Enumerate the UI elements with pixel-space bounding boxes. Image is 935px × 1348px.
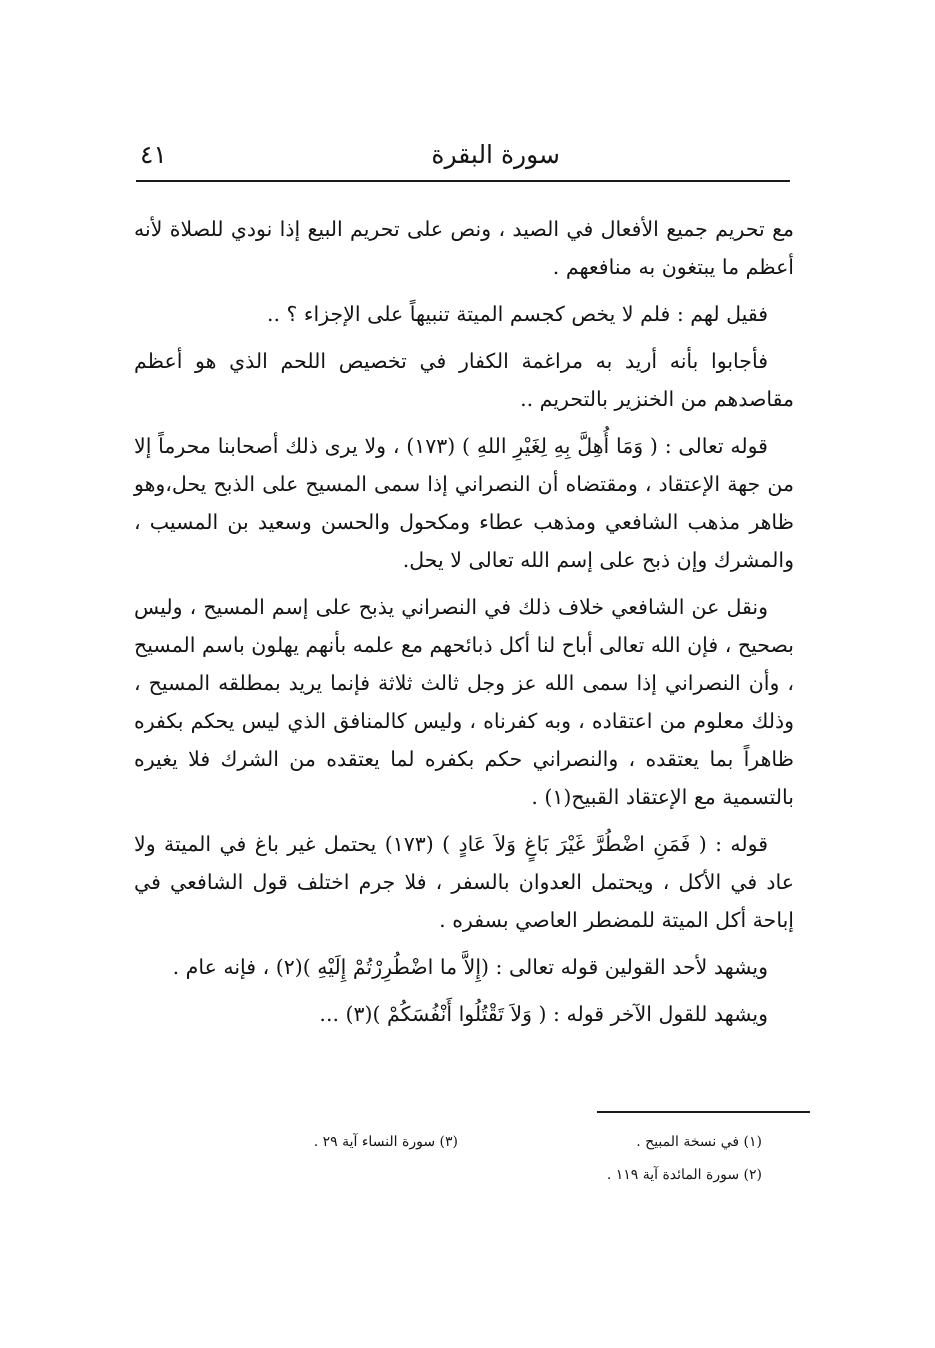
paragraph: مع تحريم جميع الأفعال في الصيد ، ونص على تحريم البيع إذا نودي للصلاة لأنه أعظم ما يبتغون به منافعهم . <box>134 217 794 279</box>
footnote-rule <box>597 1111 810 1113</box>
surah-title: سورة البقرة <box>431 140 560 169</box>
footnote-2: (٢) سورة المائدة آية ١١٩ . <box>606 1167 762 1183</box>
paragraph: ويشهد لأحد القولين قوله تعالى : (إِلاَّ ما اضْطُرِرْتُمْ إِلَيْهِ )(٢) ، فإنه عام . <box>172 955 768 979</box>
main-text <box>134 210 794 1042</box>
paragraph: فأجابوا بأنه أريد به مراغمة الكفار في تخصيص اللحم الذي هو أعظم مقاصدهم من الخنزير بالتحريم .. <box>134 349 794 411</box>
footnote-3: (٣) سورة النساء آية ٢٩ . <box>313 1134 458 1150</box>
paragraph: قوله تعالى : ( وَمَا أُهِلَّ بِهِ لِغَيْرِ اللهِ ) (١٧٣) ، ولا يرى ذلك أصحابنا محرماً إلا من جهة الإعتقاد ، ومقتضاه أن النصراني إذا سمى المسيح على الذبح يحل،وهو ظاهر مذهب الشافعي ومذهب عطاء ومكحول والحسن وسعيد بن المسيب ، والمشرك وإن ذبح على إسم الله تعالى لا يحل. <box>134 434 794 572</box>
running-header <box>136 138 790 178</box>
header-rule <box>136 180 790 182</box>
footnote-1: (١) في نسخة المبيح . <box>636 1134 762 1150</box>
page-number: ٤١ <box>140 140 167 169</box>
paragraph: فقيل لهم : فلم لا يخص كجسم الميتة تنبيهاً على الإجزاء ؟ .. <box>266 302 768 326</box>
paragraph: ويشهد للقول الآخر قوله : ( وَلاَ تَقْتُلُوا أَنْفُسَكُمْ )(٣) ... <box>319 1002 768 1026</box>
paragraph: ونقل عن الشافعي خلاف ذلك في النصراني يذبح على إسم المسيح ، وليس بصحيح ، فإن الله تعالى أباح لنا أكل ذبائحهم مع علمه بأنهم يهلون باسم المسيح ، وأن النصراني إذا سمى الله عز وجل ثالث ثلاثة فإنما يريد بمطلقه المسيح ، وذلك معلوم من اعتقاده ، وبه كفرناه ، وليس كالمنافق الذي ليس يحكم بكفره ظاهراً بما يعتقده ، والنصراني حكم بكفره لما يعتقده من الشرك فلا يغيره بالتسمية مع الإعتقاد القبيح(١) . <box>134 595 794 809</box>
paragraph: قوله : ( فَمَنِ اضْطُرَّ غَيْرَ بَاغٍ وَلاَ عَادٍ ) (١٧٣) يحتمل غير باغ في الميتة ولا عاد في الأكل ، ويحتمل العدوان بالسفر ، فلا جرم اختلف قول الشافعي في إباحة أكل الميتة للمضطر العاصي بسفره . <box>134 832 794 932</box>
